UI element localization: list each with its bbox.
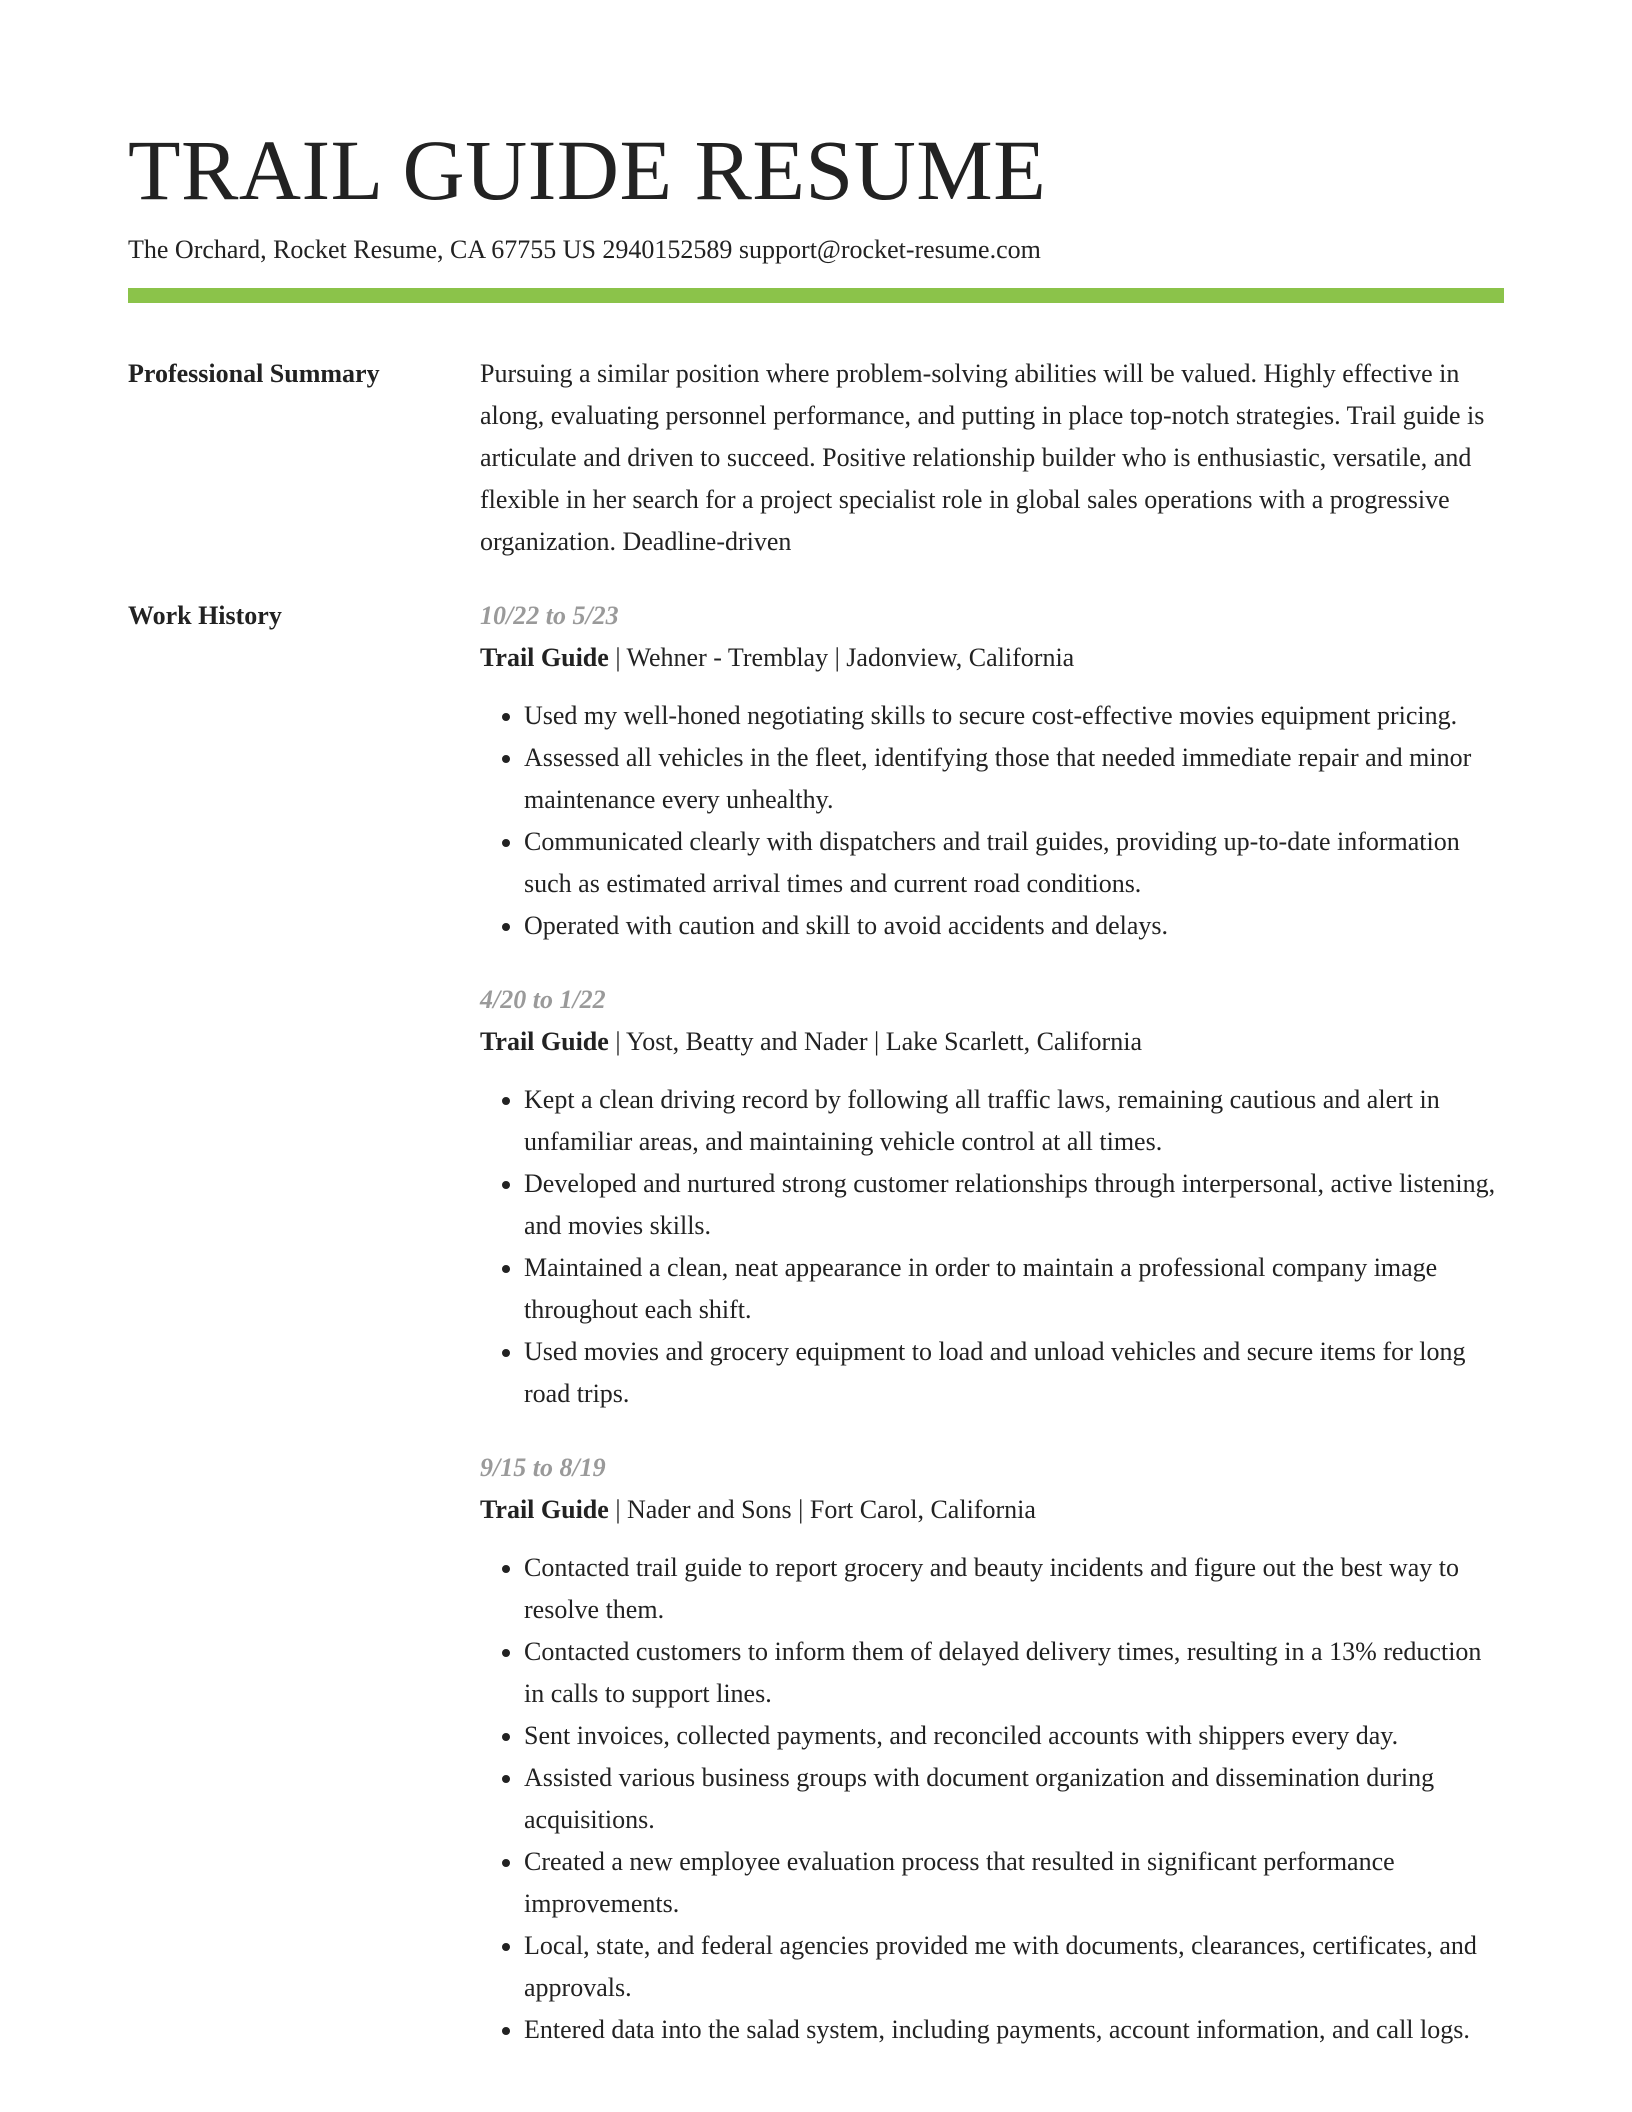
job-bullet: • Communicated clearly with dispatchers and trail guides, providing up-to-date information such as estimated arrival times and current road conditions. xyxy=(524,821,1504,905)
job-heading xyxy=(480,1489,1504,1531)
job-employer-location: | Yost, Beatty and Nader | Lake Scarlett, California xyxy=(608,1027,1142,1056)
professional-summary-section xyxy=(128,353,1504,563)
job-bullet: • Assessed all vehicles in the fleet, identifying those that needed immediate repair and minor maintenance every unhealthy. xyxy=(524,737,1504,821)
section-label-summary: Professional Summary xyxy=(128,359,380,388)
job-bullet: • Contacted trail guide to report grocery and beauty incidents and figure out the best way to resolve them. xyxy=(524,1547,1504,1631)
job-entry xyxy=(480,1447,1504,2051)
job-entry xyxy=(480,595,1504,947)
job-dates: 4/20 to 1/22 xyxy=(480,985,606,1014)
resume-page xyxy=(128,118,1504,2083)
job-employer-location: | Nader and Sons | Fort Carol, California xyxy=(608,1495,1036,1524)
job-employer-location: | Wehner - Tremblay | Jadonview, California xyxy=(608,643,1075,672)
job-bullet: • Used movies and grocery equipment to load and unload vehicles and secure items for long road trips. xyxy=(524,1331,1504,1415)
job-bullet: • Used my well-honed negotiating skills to secure cost-effective movies equipment pricing. xyxy=(524,695,1504,737)
job-bullet: • Sent invoices, collected payments, and reconciled accounts with shippers every day. xyxy=(524,1715,1504,1757)
job-entry xyxy=(480,979,1504,1415)
work-history-section xyxy=(128,595,1504,2083)
job-bullet: • Maintained a clean, neat appearance in order to maintain a professional company image throughout each shift. xyxy=(524,1247,1504,1331)
accent-divider xyxy=(128,288,1504,303)
job-bullet-list xyxy=(480,695,1504,947)
job-bullet: • Local, state, and federal agencies provided me with documents, clearances, certificates, and approvals. xyxy=(524,1925,1504,2009)
job-bullet: • Contacted customers to inform them of delayed delivery times, resulting in a 13% reduction in calls to support lines. xyxy=(524,1631,1504,1715)
job-dates: 9/15 to 8/19 xyxy=(480,1453,606,1482)
job-title: Trail Guide xyxy=(480,643,609,672)
job-title: Trail Guide xyxy=(480,1495,609,1524)
job-bullet-list xyxy=(480,1547,1504,2051)
job-title: Trail Guide xyxy=(480,1027,609,1056)
contact-info: The Orchard, Rocket Resume, CA 67755 US 2940152589 support@rocket-resume.com xyxy=(128,235,1041,264)
job-heading xyxy=(480,1021,1504,1063)
job-bullet: • Kept a clean driving record by following all traffic laws, remaining cautious and alert in unfamiliar areas, and maintaining vehicle control at all times. xyxy=(524,1079,1504,1163)
job-bullet: • Developed and nurtured strong customer relationships through interpersonal, active listening, and movies skills. xyxy=(524,1163,1504,1247)
job-bullet: • Created a new employee evaluation process that resulted in significant performance improvements. xyxy=(524,1841,1504,1925)
job-bullet-list xyxy=(480,1079,1504,1415)
section-label-work-history: Work History xyxy=(128,601,282,630)
work-history-list xyxy=(480,595,1504,2083)
job-bullet: • Operated with caution and skill to avoid accidents and delays. xyxy=(524,905,1504,947)
job-dates: 10/22 to 5/23 xyxy=(480,601,619,630)
summary-text: Pursuing a similar position where problem-solving abilities will be valued. Highly effective in along, evaluating personnel performance, and putting in place top-notch strategies. Trail guide is articulate and driven to succeed. Positive relationship builder who is enthusiastic, versatile, and flexible in her search for a project specialist role in global sales operations with a progressive organization. Deadline-driven xyxy=(480,359,1485,556)
job-bullet: • Entered data into the salad system, including payments, account information, and call logs. xyxy=(524,2009,1504,2051)
job-heading xyxy=(480,637,1504,679)
resume-title: TRAIL GUIDE RESUME xyxy=(128,122,1047,218)
job-bullet: • Assisted various business groups with document organization and dissemination during acquisitions. xyxy=(524,1757,1504,1841)
